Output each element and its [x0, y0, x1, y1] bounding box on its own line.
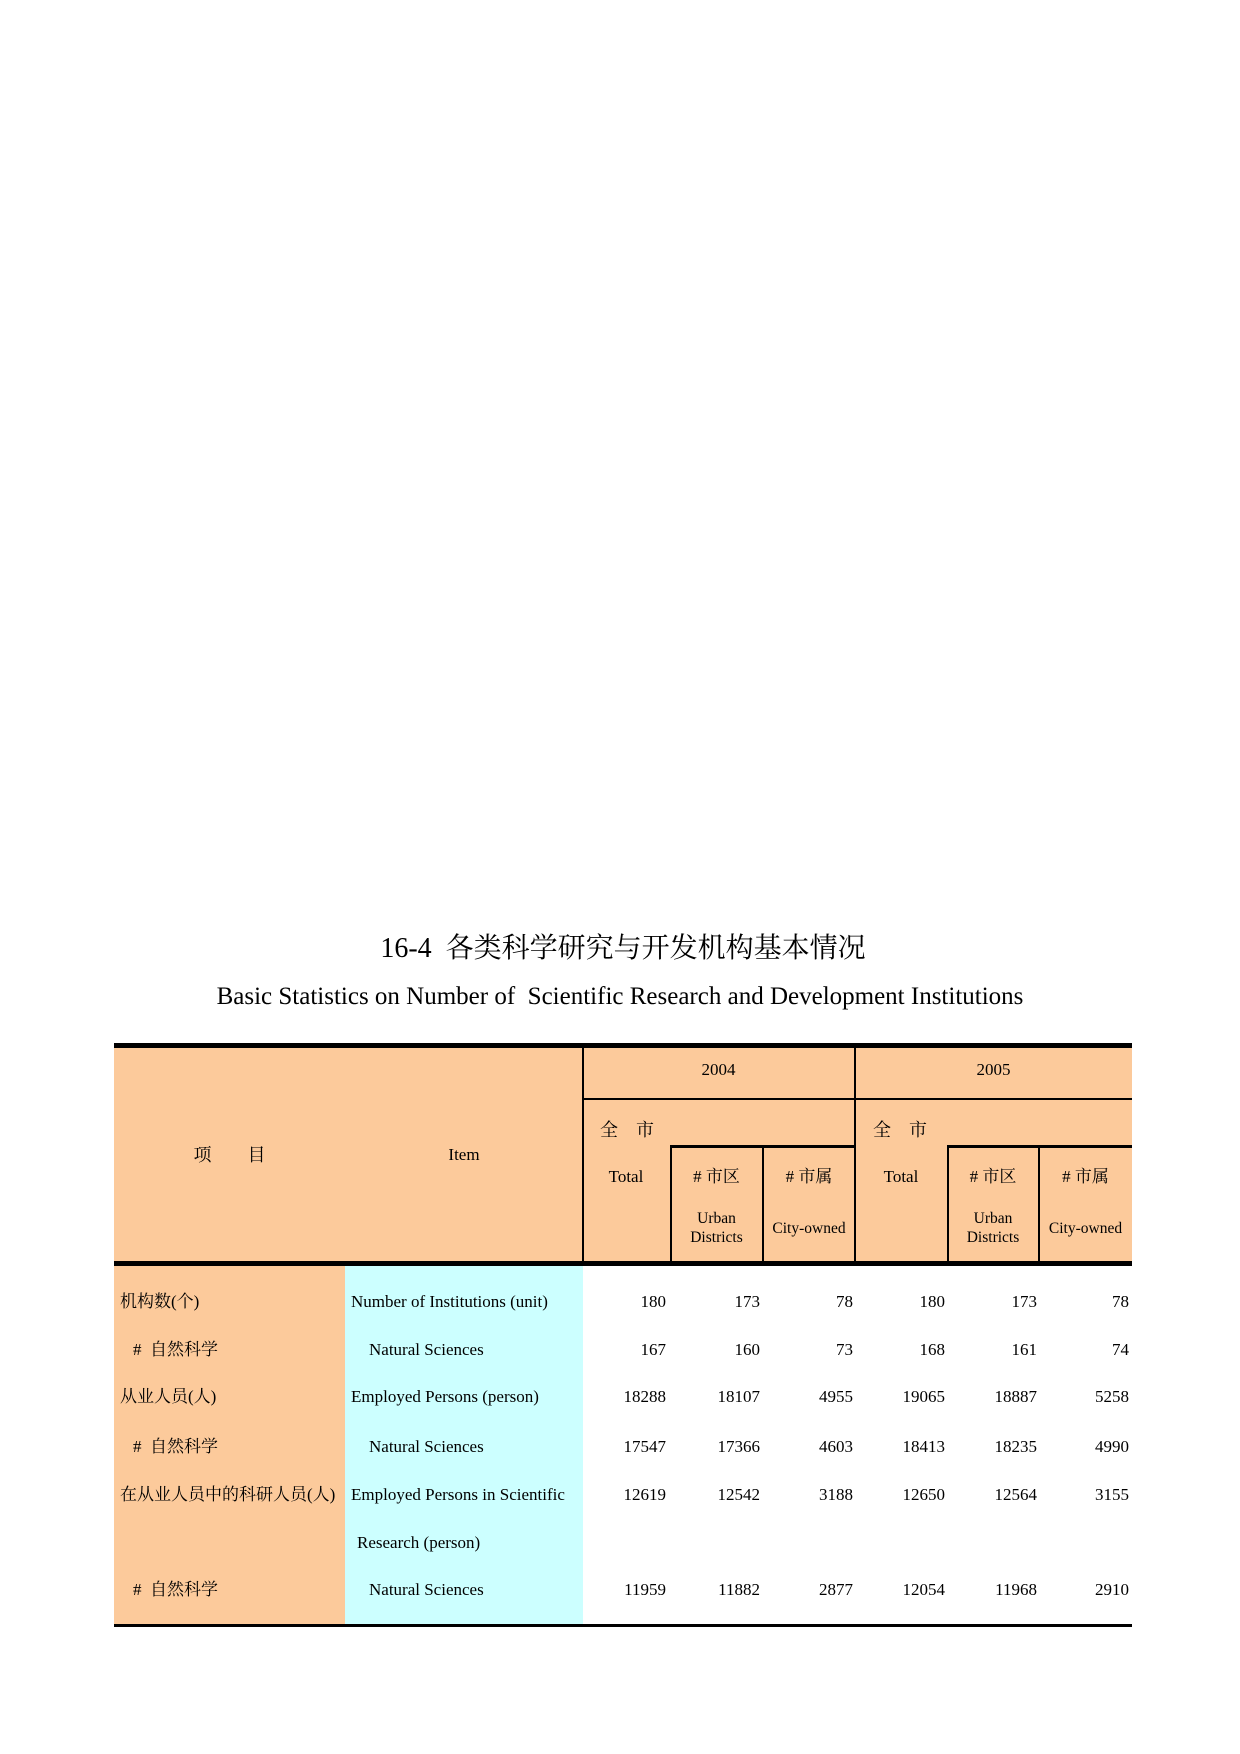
city-owned-header-en-2004: City-owned [772, 1219, 846, 1237]
row-label-zh: 从业人员(人) [120, 1387, 217, 1406]
city-owned-header-zh-2004: # 市属 [785, 1167, 833, 1186]
cell-value: 12650 [902, 1485, 945, 1504]
cell-value: 12054 [902, 1580, 945, 1599]
city-owned-header-en-2005: City-owned [1048, 1219, 1123, 1237]
row-label-zh: 在从业人员中的科研人员(人) [120, 1485, 336, 1504]
table-bottom-rule [114, 1624, 1132, 1627]
row-label-en: Natural Sciences [369, 1437, 484, 1456]
cell-value: 4955 [819, 1387, 853, 1406]
cell-value: 5258 [1095, 1387, 1129, 1406]
city-owned-header-zh-2005: # 市属 [1062, 1167, 1109, 1186]
row-label-en: Natural Sciences [369, 1580, 484, 1599]
cell-value: 12564 [994, 1485, 1037, 1504]
cell-value: 168 [919, 1340, 945, 1359]
row-label-en: Natural Sciences [369, 1340, 484, 1359]
page-title-zh: 16-4 各类科学研究与开发机构基本情况 [380, 933, 866, 964]
cell-value: 17547 [623, 1437, 666, 1456]
cell-value: 11882 [718, 1580, 760, 1599]
cell-value: 18235 [994, 1437, 1037, 1456]
citywide-label-2004: 全 市 [600, 1120, 654, 1140]
cell-value: 180 [640, 1292, 666, 1311]
cell-value: 74 [1112, 1340, 1129, 1359]
row-label-zh: 机构数(个) [120, 1292, 200, 1311]
table-row [114, 1471, 1132, 1519]
cell-value: 173 [734, 1292, 760, 1311]
table-row [114, 1566, 1132, 1614]
year-row-rule [582, 1098, 1132, 1100]
cell-value: 167 [640, 1340, 666, 1359]
cell-value: 78 [1112, 1292, 1129, 1311]
row-label-zh: # 自然科学 [133, 1580, 218, 1599]
page-title-en: Basic Statistics on Number of Scientific Research and Development Institutions [216, 983, 1024, 1010]
row-label-en: Employed Persons in Scientific [351, 1485, 565, 1504]
table-row [114, 1373, 1132, 1421]
row-label-en: Number of Institutions (unit) [351, 1292, 548, 1311]
header-bottom-rule [114, 1261, 1132, 1266]
cell-value: 19065 [902, 1387, 945, 1406]
cell-value: 160 [734, 1340, 760, 1359]
table-top-rule [114, 1043, 1132, 1048]
year-header-2005: 2005 [976, 1060, 1011, 1079]
cell-value: 17366 [717, 1437, 760, 1456]
cell-value: 173 [1011, 1292, 1037, 1311]
row-label-zh: # 自然科学 [133, 1340, 218, 1359]
cell-value: 18288 [623, 1387, 666, 1406]
citywide-label-2005: 全 市 [873, 1120, 927, 1140]
cell-value: 4603 [819, 1437, 853, 1456]
col-header-item-en: Item [448, 1145, 480, 1164]
cell-value: 12542 [717, 1485, 760, 1504]
total-header-2005: Total [883, 1167, 919, 1186]
urban-header-zh-2005: # 市区 [969, 1167, 1017, 1186]
cell-value: 78 [836, 1292, 853, 1311]
year-header-2004: 2004 [701, 1060, 736, 1079]
cell-value: 18887 [994, 1387, 1037, 1406]
row-label-zh: # 自然科学 [133, 1437, 218, 1456]
cell-value: 11968 [995, 1580, 1037, 1599]
cell-value: 18107 [717, 1387, 760, 1406]
col-header-item-zh: 项 目 [193, 1145, 266, 1165]
cell-value: 161 [1011, 1340, 1037, 1359]
cell-value: 3155 [1095, 1485, 1129, 1504]
cell-value: 180 [919, 1292, 945, 1311]
cell-value: 2910 [1095, 1580, 1129, 1599]
row-label-en-continuation: Research (person) [357, 1533, 481, 1552]
urban-header-en-2005: Urban Districts [966, 1210, 1020, 1246]
table-row [114, 1278, 1132, 1326]
cell-value: 3188 [819, 1485, 853, 1504]
table-row-continuation [114, 1519, 1132, 1567]
cell-value: 73 [836, 1340, 853, 1359]
cell-value: 2877 [819, 1580, 853, 1599]
cell-value: 18413 [902, 1437, 945, 1456]
cell-value: 12619 [623, 1485, 666, 1504]
table-row [114, 1326, 1132, 1374]
row-label-en: Employed Persons (person) [351, 1387, 539, 1406]
cell-value: 11959 [624, 1580, 666, 1599]
table-row [114, 1423, 1132, 1471]
stats-table [114, 1043, 1132, 1627]
total-header-2004: Total [608, 1167, 644, 1186]
urban-header-zh-2004: # 市区 [693, 1167, 740, 1186]
cell-value: 4990 [1095, 1437, 1129, 1456]
urban-header-en-2004: Urban Districts [690, 1210, 743, 1246]
